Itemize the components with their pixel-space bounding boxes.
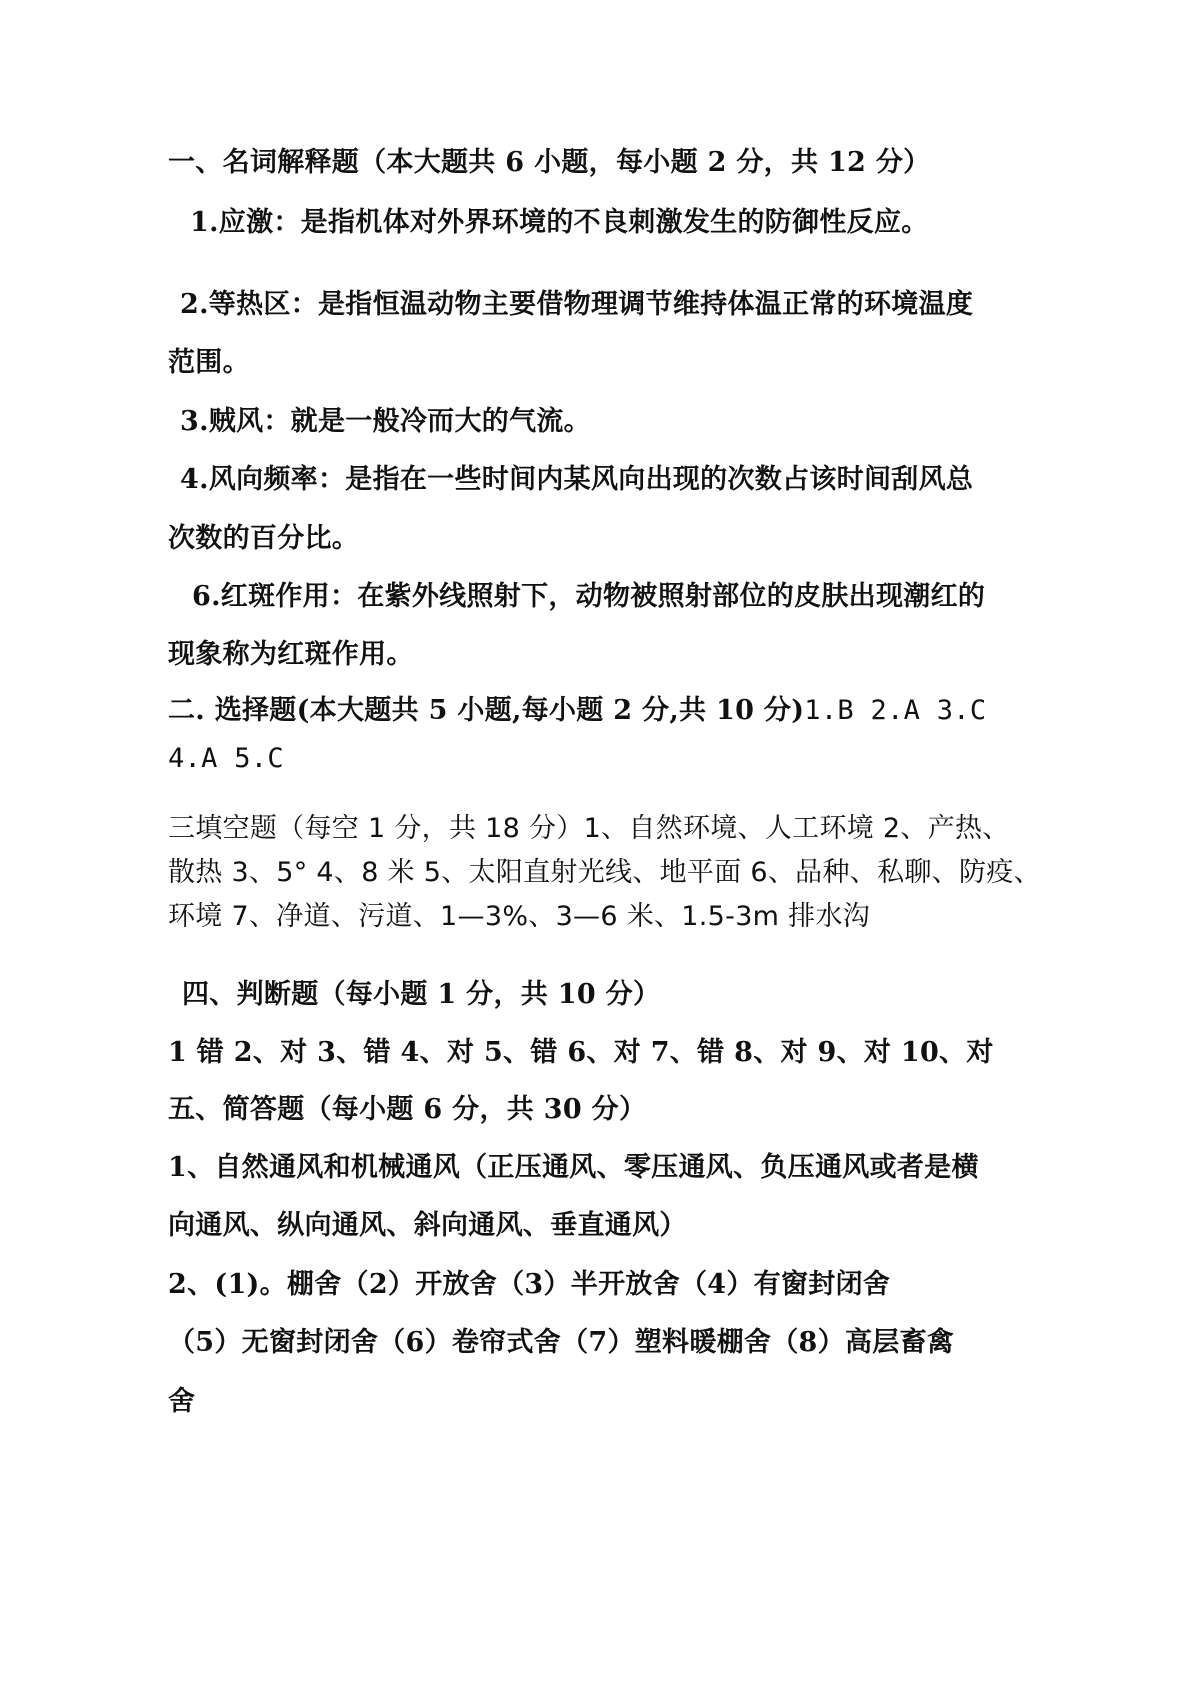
section2-heading: 二. 选择题(本大题共 5 小题,每小题 2 分,共 10 分): [168, 695, 805, 726]
section4-answers: 1 错 2、对 3、错 4、对 5、错 6、对 7、错 8、对 9、对 10、对: [168, 1037, 994, 1068]
section3-line1: 三填空题（每空 1 分，共 18 分）1、自然环境、人工环境 2、产热、: [168, 813, 1010, 844]
definition-thermoneutral-zone: 2.等热区：是指恒温动物主要借物理调节维持体温正常的环境温度: [180, 289, 974, 320]
section2-heading-row: [168, 694, 986, 728]
section5-answer2-line2: （5）无窗封闭舍（6）卷帘式舍（7）塑料暖棚舍（8）高层畜禽: [168, 1327, 955, 1358]
section5-answer1-line1: 1、自然通风和机械通风（正压通风、零压通风、负压通风或者是横: [168, 1152, 979, 1183]
section4-heading: 四、判断题（每小题 1 分，共 10 分）: [182, 979, 661, 1010]
section5-answer2-line1: 2、(1)。棚舍（2）开放舍（3）半开放舍（4）有窗封闭舍: [168, 1269, 891, 1300]
section3-line3: 环境 7、净道、污道、1—3%、3—6 米、1.5-3m 排水沟: [168, 901, 871, 932]
section3-line2: 散热 3、5° 4、8 米 5、太阳直射光线、地平面 6、品种、私聊、防疫、: [168, 857, 1041, 888]
section5-answer2-line3: 舍: [168, 1386, 196, 1417]
definition-erythema-cont: 现象称为红斑作用。: [168, 639, 414, 670]
definition-wind-frequency: 4.风向频率：是指在一些时间内某风向出现的次数占该时间刮风总: [180, 464, 974, 495]
definition-stress: 1.应激：是指机体对外界环境的不良刺激发生的防御性反应。: [190, 207, 929, 238]
section5-answer1-line2: 向通风、纵向通风、斜向通风、垂直通风）: [168, 1210, 687, 1241]
definition-wind-frequency-cont: 次数的百分比。: [168, 523, 360, 554]
definition-draft: 3.贼风：就是一般冷而大的气流。: [180, 406, 591, 437]
definition-thermoneutral-zone-cont: 范围。: [168, 347, 250, 378]
section2-answers-line1: 1.B 2.A 3.C: [804, 695, 987, 726]
section1-heading: 一、名词解释题（本大题共 6 小题，每小题 2 分，共 12 分）: [168, 147, 931, 178]
section5-heading: 五、简答题（每小题 6 分，共 30 分）: [168, 1094, 647, 1125]
definition-erythema: 6.红斑作用：在紫外线照射下，动物被照射部位的皮肤出现潮红的: [192, 581, 986, 612]
section2-answers-line2: 4.A 5.C: [168, 743, 284, 774]
